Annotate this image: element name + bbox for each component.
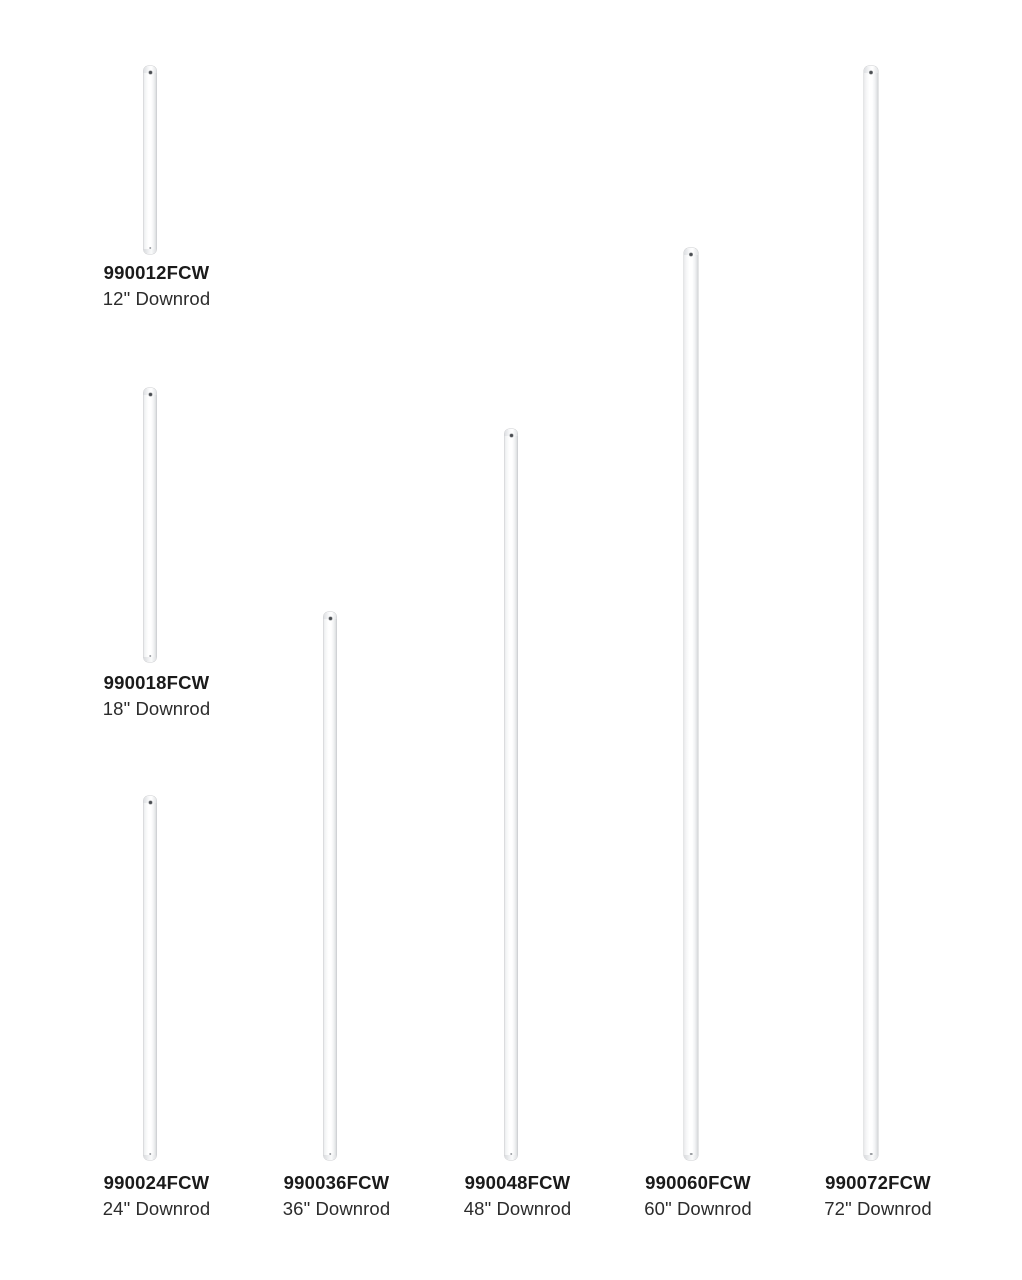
downrod-description: 12" Downrod — [102, 288, 211, 309]
downrod-description: 24" Downrod — [102, 1198, 211, 1219]
downrod-description: 72" Downrod — [824, 1198, 932, 1219]
downrod-description: 48" Downrod — [463, 1198, 572, 1219]
downrod-sku: 990012FCW — [103, 262, 210, 283]
downrod-label-block — [824, 1170, 931, 1222]
downrod-description: 36" Downrod — [282, 1198, 391, 1219]
downrod-sku: 990036FCW — [283, 1172, 390, 1193]
downrod-sku: 990072FCW — [825, 1172, 931, 1193]
downrod-sku: 990048FCW — [464, 1172, 571, 1193]
downrod-sku: 990060FCW — [645, 1172, 751, 1193]
downrod-sku: 990018FCW — [103, 672, 210, 693]
rod-bottom-cap — [864, 1155, 878, 1160]
downrod-rod-graphic — [864, 66, 878, 1160]
rod-top-screw-hole-icon — [870, 71, 873, 74]
downrod-sku: 990024FCW — [103, 1172, 210, 1193]
downrod-description: 60" Downrod — [644, 1198, 752, 1219]
downrod-description: 18" Downrod — [102, 698, 211, 719]
rod-bottom-screw-hole-icon — [870, 1153, 873, 1156]
